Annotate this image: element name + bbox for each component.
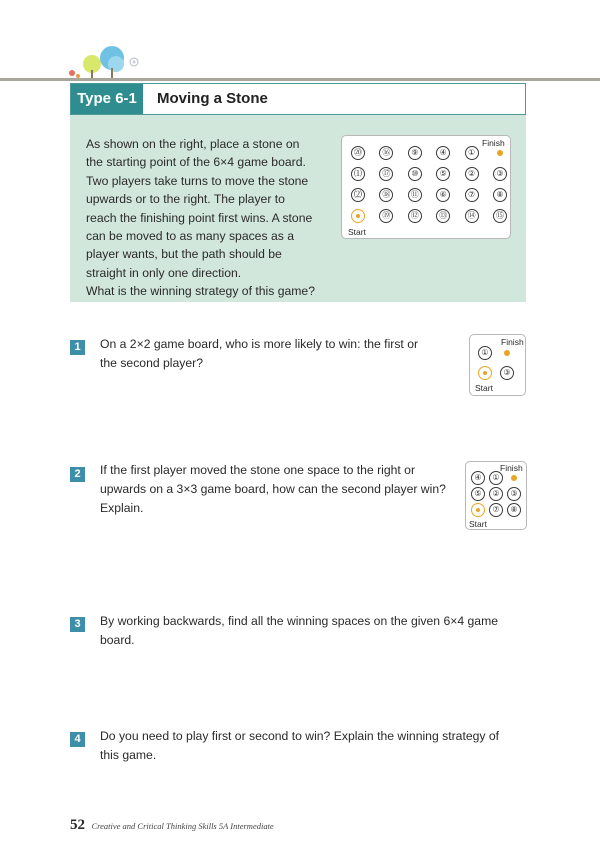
finish-point [511,475,517,481]
board-cell: ④ [471,471,485,485]
board-cell: ⑴ [351,167,365,181]
board-cell: ⑰ [379,167,393,181]
question-line: By working backwards, find all the winning spaces on the given 6×4 game [100,614,499,628]
intro-line: reach the finishing point first wins. A stone [86,210,313,225]
game-board-2x2 [469,334,526,396]
board-cell: ⑪ [408,188,422,202]
question-line: On a 2×2 game board, who is more likely to win: the first or [100,337,419,351]
finish-label: Finish [500,463,523,473]
question-number: 4 [70,732,85,747]
board-cell: ② [465,167,479,181]
intro-line: As shown on the right, place a stone on [86,137,300,151]
finish-label: Finish [482,138,505,148]
question-number: 1 [70,340,85,355]
board-cell: ⑦ [489,503,503,517]
intro-question: What is the winning strategy of this game? [86,284,315,299]
board-cell: ⑬ [436,209,450,223]
board-cell: ⑳ [351,146,365,160]
start-point [478,366,492,380]
board-cell: ⑦ [465,188,479,202]
board-cell: ① [465,146,479,160]
type-title: Moving a Stone [157,90,268,107]
question-line: Do you need to play first or second to win? Explain the winning strategy of [100,729,500,743]
type-badge: Type 6-1 [71,84,143,114]
intro-line: upwards or to the right. The player to [86,192,285,207]
start-point [471,503,485,517]
board-cell: ⑥ [436,188,450,202]
question-number: 3 [70,617,85,632]
board-cell: ① [489,471,503,485]
question-line: If the first player moved the stone one space to the right or [100,463,416,477]
board-cell: ⑮ [493,209,507,223]
board-cell: ② [489,487,503,501]
question-text [100,461,446,518]
question-line: board. [100,633,135,647]
board-cell: ⑩ [408,167,422,181]
finish-point [497,150,503,156]
board-cell: ⑯ [379,146,393,160]
start-label: Start [469,519,487,529]
board-cell: ① [478,346,492,360]
decorative-trees-illustration [62,40,152,80]
question-line: the second player? [100,356,203,370]
board-cell: ⑭ [465,209,479,223]
board-cell: ③ [493,167,507,181]
question-text [100,727,499,765]
intro-line: player wants, but the path should be [86,247,282,262]
board-cell: ③ [507,487,521,501]
board-cell: ⑲ [379,209,393,223]
type-header [70,83,526,115]
board-cell: ⑧ [493,188,507,202]
intro-text [86,135,326,301]
intro-line: straight in only one direction. [86,265,242,280]
game-board-3x3 [465,461,527,530]
board-cell: ⑨ [408,146,422,160]
finish-point [504,350,510,356]
intro-line: can be moved to as many spaces as a [86,229,294,244]
board-cell: ⑤ [436,167,450,181]
board-cell: ⑫ [408,209,422,223]
header-rule [0,78,600,81]
board-cell: ⑱ [379,188,393,202]
intro-line: the starting point of the 6×4 game board. [86,155,306,170]
question-line: upwards on a 3×3 game board, how can the second player win? [100,482,446,496]
board-cell: ⑧ [507,503,521,517]
board-cell: ⑵ [351,188,365,202]
board-cell: ③ [500,366,514,380]
board-cell: ⑤ [471,487,485,501]
start-point [351,209,365,223]
board-cell: ④ [436,146,450,160]
finish-label: Finish [501,337,524,347]
game-board-6x4 [341,135,511,239]
intro-line: Two players take turns to move the stone [86,173,309,188]
question-text [100,612,498,650]
start-label: Start [475,383,493,393]
page-footer [70,816,274,834]
book-title: Creative and Critical Thinking Skills 5A Intermediate [91,821,274,831]
page-number: 52 [70,817,85,833]
question-line: this game. [100,748,157,762]
question-line: Explain. [100,501,144,515]
question-number: 2 [70,467,85,482]
question-text [100,335,418,373]
start-label: Start [348,227,366,237]
